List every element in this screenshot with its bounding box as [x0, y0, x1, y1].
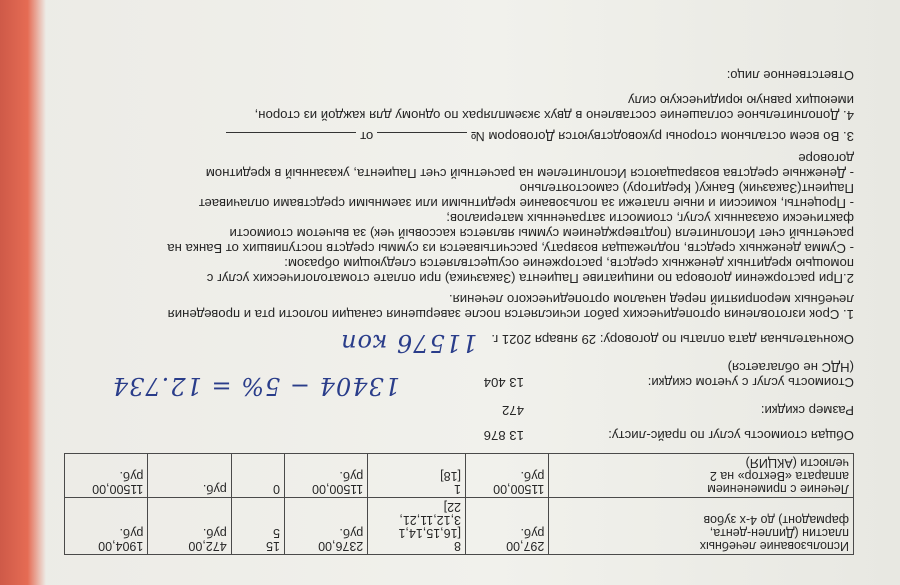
clause-2-refund-cont: договоре: [798, 151, 854, 166]
total-sum-cell: 1904,00 руб.: [65, 498, 148, 555]
price-cell: 11500,00 руб.: [466, 454, 549, 498]
agreement-sheet: [64, 68, 854, 563]
table-row: [65, 498, 854, 555]
clause-2-refund: - Денежные средства возвращаются Исполнителем на расчетный счет Пациента, указанный в кредитном: [205, 166, 854, 181]
handwritten-sum: 11576 коп: [340, 329, 478, 357]
service-name-cell: Лечение с применением аппарата «Вектор» на 2 челюсти (АКЦИЯ): [549, 454, 854, 498]
discount-line: Размер скидки: 472: [64, 403, 854, 418]
clause-2-credit: помощью кредитных денежных средств, расторжение осуществляется следующим образом:: [284, 256, 854, 271]
discount-value: 472: [501, 403, 524, 418]
clause-4-cont: имеющих равную юридическую силу: [627, 93, 854, 108]
clause-4: 4. Дополнительное соглашение составлено в двух экземплярах по одному для каждой из сторон,: [254, 108, 854, 123]
clause-2-account: расчетный счет Исполнителя (подтверждением суммы является кассовый чек) за вычетом стоимости: [229, 226, 854, 241]
background-edge: [0, 0, 46, 585]
total-price-line: Общая стоимость услуг по прайс-листу: 13 876: [64, 428, 854, 443]
base-sum-cell: 2376,00 руб.: [284, 498, 367, 555]
clause-2-patient: Пациент(Заказчик) Банку( Кредитору) самостоятельно: [519, 181, 854, 196]
clause-1: 1. Срок изготовления ортопедических работ исчисляется после завершения санации полости рта и проведения: [167, 307, 854, 322]
discounted-price-value: 13 404: [483, 375, 524, 390]
handwritten-calculation: 13404 − 5% = 12.734: [111, 372, 400, 400]
teeth-cell: 8 [16,15,14,1 3,12,11,21, 22]: [368, 498, 466, 555]
table-row: [65, 454, 854, 498]
discount-percent-cell: 15 5: [231, 498, 284, 555]
clause-3: 3. Во всем остальном стороны руководствуются Договором № от: [64, 129, 854, 145]
clause-2: 2.При расторжении договора по инициативе Пациента (Заказчика) при оплате стоматологических услуг с: [206, 271, 854, 286]
responsible-person-label: Ответственное лицо:: [726, 68, 854, 83]
teeth-cell: 1 [18]: [368, 454, 466, 498]
total-sum-cell: 11500,00 руб.: [65, 454, 148, 498]
service-name-cell: Использование лечебных пластин (Диплен-дента, фармадонт) до 4-х зубов: [549, 498, 854, 555]
discount-sum-cell: 472,00 руб.: [148, 498, 231, 555]
clause-2-actual: фактически оказанных услуг, стоимости затраченных материалов;: [446, 211, 854, 226]
final-date-line: Окончательная дата оплаты по договору: 29 января 2021 г. 11576 коп: [340, 329, 854, 357]
clause-2-interest: - Проценты, комиссии и иные платежи за пользование кредитными или заемными средствами оплачивает: [198, 196, 854, 211]
price-cell: 297,00 руб.: [466, 498, 549, 555]
clause-1-cont: лечебных мероприятий перед началом ортопедического лечения.: [448, 292, 854, 307]
services-table: [64, 453, 854, 555]
discount-sum-cell: руб.: [148, 454, 231, 498]
discounted-price-line: Стоимость услуг с учетом скидки: 13 404 13404 − 5% = 12.734: [111, 372, 854, 400]
contract-date-blank: [226, 132, 356, 145]
total-price-value: 13 876: [483, 428, 524, 443]
vat-note: (НДС не облагается): [727, 360, 854, 375]
clause-2-sum: - Сумма денежных средств, подлежащая возврату, рассчитывается из суммы средств поступивших от Банка на: [167, 241, 854, 256]
contract-number-blank: [377, 132, 467, 145]
discount-percent-cell: 0: [231, 454, 284, 498]
base-sum-cell: 11500,00 руб.: [284, 454, 367, 498]
